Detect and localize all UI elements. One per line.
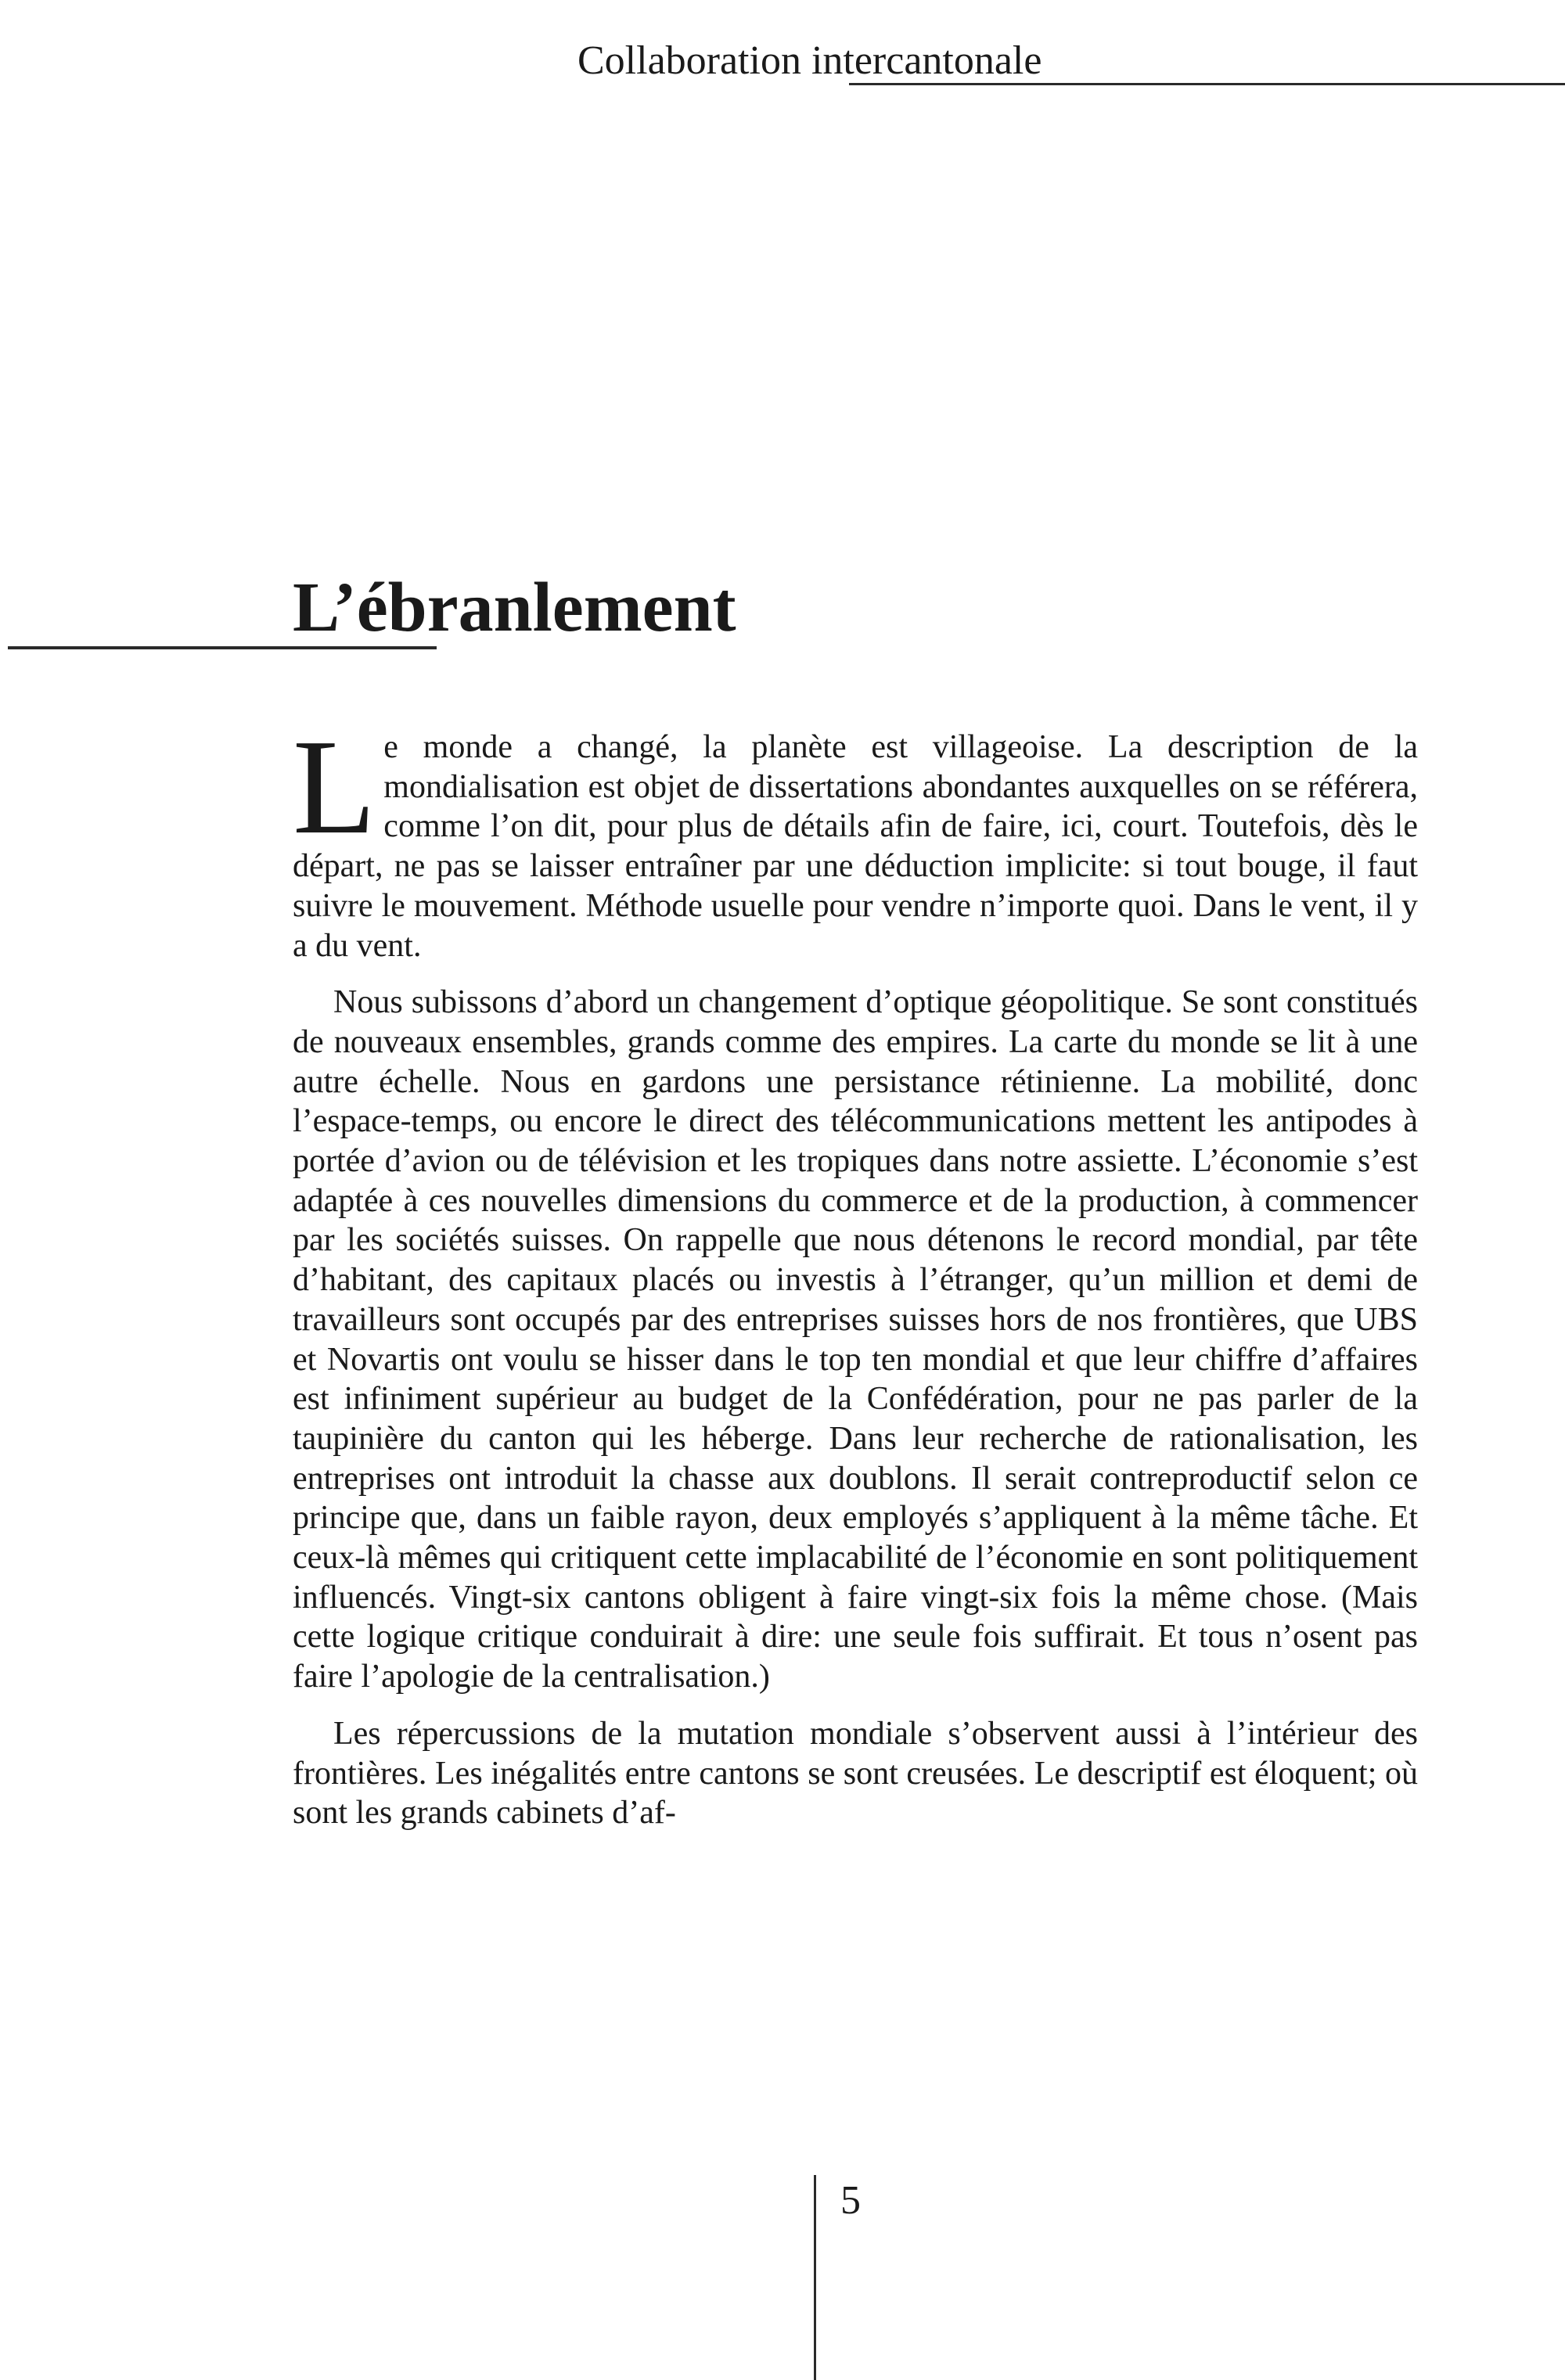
body-text [293,711,1418,1850]
title-rule [8,646,437,649]
drop-cap: L [293,711,376,862]
chapter-title: L’ébranlement [293,569,736,646]
folio-rule [814,2175,816,2380]
paragraph-1 [293,711,1418,965]
header-rule [849,83,1565,85]
running-header: Collaboration intercantonale [577,38,1042,83]
paragraph-1-text: e monde a changé, la planète est villageoise. La description de la mondialisation est objet de dissertations abondantes auxquelles on se référera, comme l’on dit, pour plus de détails afin de faire, ici, court. Toutefois, dès le départ, ne pas se laisser entraîner par une déduction implicite: si tout bouge, il faut suivre le mouvement. Méthode usuelle pour vendre n’importe quoi. Dans le vent, il y a du vent. [293,729,1418,964]
paragraph-2: Nous subissons d’abord un changement d’optique géopolitique. Se sont constitués de nouveaux ensembles, grands comme des empires. La carte du monde se lit à une autre échelle. Nous en gardons une persistance rétinienne. La mobilité, donc l’espace-temps, ou encore le direct des télécommunications mettent les antipodes à portée d’avion ou de télévision et les tropiques dans notre assiette. L’économie s’est adaptée à ces nouvelles dimensions du commerce et de la production, à commencer par les sociétés suisses. On rappelle que nous détenons le record mondial, par tête d’habitant, des capitaux placés ou investis à l’étranger, qu’un million et demi de travailleurs sont occupés par des entreprises suisses hors de nos frontières, que UBS et Novartis ont voulu se hisser dans le top ten mondial et que leur chiffre d’affaires est infiniment supérieur au budget de la Confédération, pour ne pas parler de la taupinière du canton qui les héberge. Dans leur recherche de rationalisation, les entreprises ont introduit la chasse aux doublons. Il serait contreproductif selon ce principe que, dans un faible rayon, deux employés s’appliquent à la même tâche. Et ceux-là mêmes qui critiquent cette implacabilité de l’économie en sont politiquement influencés. Vingt-six cantons obligent à faire vingt-six fois la même chose. (Mais cette logique critique conduirait à dire: une seule fois suffirait. Et tous n’osent pas faire l’apologie de la centralisation.) [293,984,1418,1695]
page-number: 5 [840,2178,861,2223]
paragraph-3: Les répercussions de la mutation mondiale s’observent aussi à l’intérieur des frontières. Les inégalités entre cantons se sont creusées. Le descriptif est éloquent; où sont les grands cabinets d’af- [293,1715,1418,1832]
